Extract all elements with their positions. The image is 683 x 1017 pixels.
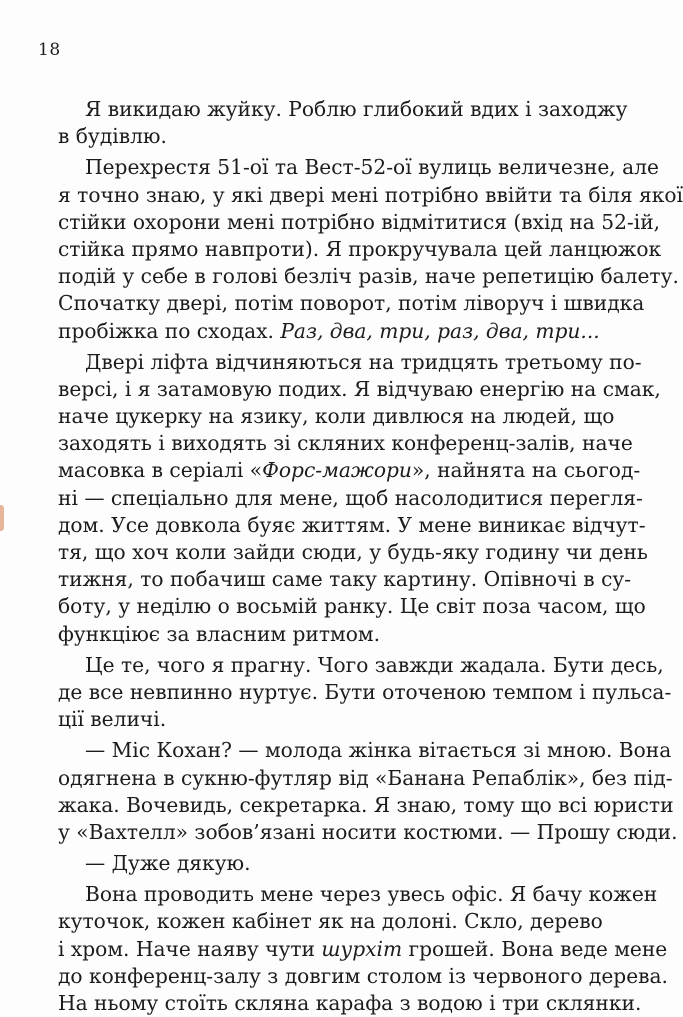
text-line [58, 963, 668, 990]
text-span: грошей. Вона веде мене [402, 936, 668, 961]
italic-text: Форс-мажори [262, 458, 412, 483]
text-line [58, 679, 672, 706]
text-line [58, 652, 664, 679]
text-span: тя, що хоч коли зайди сюди, у будь-яку годину чи день [58, 540, 648, 564]
text-span: стійки охорони мені потрібно відмітитися (вхід на 52-ій, [58, 209, 661, 234]
text-line [58, 154, 659, 181]
text-line [58, 209, 661, 236]
text-span: і хром. Наче наяву чути [58, 936, 322, 961]
paragraph [58, 349, 661, 648]
text-line [58, 485, 643, 512]
text-span: одягнена в сукню-футляр від «Банана Репаблік», без під- [58, 765, 673, 790]
text-span: заходять і виходять зі скляних конференц-залів, наче [58, 431, 633, 456]
text-span: жака. Вочевидь, секретарка. Я знаю, тому що всі юристи [58, 792, 674, 817]
text-line [58, 236, 662, 263]
paragraph [58, 850, 594, 877]
text-span: ні — спеціально для мене, щоб насолодитися перегля- [58, 485, 643, 510]
text-line [58, 765, 673, 792]
text-line [58, 566, 632, 593]
text-line [58, 182, 683, 209]
text-span: у «Вахтелл» зобов’язані носити костюми. — Прошу сюди. [58, 819, 678, 844]
text-span: Перехрестя 51-ої та Вест-52-ої вулиць величезне, але [85, 155, 659, 180]
text-span: Спочатку двері, потім поворот, потім ліворуч і швидка [58, 291, 645, 316]
text-line [58, 908, 603, 935]
text-line [58, 318, 600, 345]
text-span: де все невпинно нуртує. Бути оточеною темпом і пульса- [58, 679, 672, 704]
text-line [58, 819, 678, 846]
text-line [58, 123, 594, 150]
text-span: », найнята на сьогод- [411, 458, 641, 483]
italic-text: шурхіт [321, 936, 403, 961]
text-span: Вона проводить мене через увесь офіс. Я бачу кожен [85, 882, 658, 907]
text-span: в будівлю. [58, 124, 167, 149]
text-line [58, 430, 633, 457]
text-span: куточок, кожен кабінет як на долоні. Скло, дерево [58, 909, 603, 934]
paragraph [58, 96, 628, 150]
text-line [58, 290, 645, 317]
text-line [58, 621, 594, 648]
text-line [58, 539, 648, 566]
text-span: версі, і я затамовую подих. Я відчуваю енергію на смак, [58, 376, 661, 401]
text-span: я точно знаю, у які двері мені потрібно ввійти та біля якої [58, 182, 683, 207]
text-span: Двері ліфта відчиняються на тридцять третьому по- [85, 349, 642, 374]
text-span: — Міс Кохан? — молода жінка вітається зі мною. Вона [85, 738, 672, 763]
text-span: масовка в серіалі « [58, 458, 263, 483]
text-span: дом. Усе довкола буяє життям. У мене виникає відчут- [58, 512, 646, 537]
text-line [58, 737, 672, 764]
page-number: 18 [38, 40, 61, 60]
text-line [58, 376, 661, 403]
body-text [58, 96, 683, 1017]
text-span: стійка прямо навпроти). Я прокручувала цей ланцюжок [58, 236, 662, 261]
text-span: функціює за власним ритмом. [58, 621, 381, 646]
text-span: наче цукерку на язику, коли дивлюся на людей, що [58, 404, 615, 429]
text-span: На ньому стоїть скляна карафа з водою і три склянки. [58, 991, 642, 1015]
paragraph [58, 737, 678, 846]
text-span: Я викидаю жуйку. Роблю глибокий вдих і заходжу [85, 97, 628, 121]
text-line [58, 403, 615, 430]
text-line [58, 593, 646, 620]
text-line [58, 457, 641, 484]
text-line [58, 263, 679, 290]
text-span: тижня, то побачиш саме таку картину. Опівночі в су- [58, 567, 632, 592]
text-line [58, 936, 668, 963]
text-line [58, 990, 642, 1017]
text-line [58, 881, 658, 908]
page-edge-mark [0, 505, 4, 531]
text-span: до конференц-залу з довгим столом із червоного дерева. [58, 963, 668, 988]
text-line [58, 706, 594, 733]
text-span: подій у себе в голові безліч разів, наче репетицію балету. [58, 264, 679, 289]
text-line [58, 850, 594, 877]
text-span: Це те, чого я прагну. Чого завжди жадала. Бути десь, [85, 652, 664, 677]
text-line [58, 792, 674, 819]
text-line [58, 349, 642, 376]
paragraph [58, 154, 683, 344]
text-line [58, 96, 628, 123]
paragraph [58, 881, 668, 1017]
text-span: — Дуже дякую. [85, 851, 251, 876]
text-line [58, 512, 646, 539]
paragraph [58, 652, 672, 734]
text-span: пробіжка по сходах. [58, 318, 281, 343]
text-span: ції величі. [58, 707, 167, 732]
italic-text: Раз, два, три, раз, два, три... [280, 318, 600, 343]
text-span: боту, у неділю о восьмій ранку. Це світ поза часом, що [58, 594, 646, 619]
